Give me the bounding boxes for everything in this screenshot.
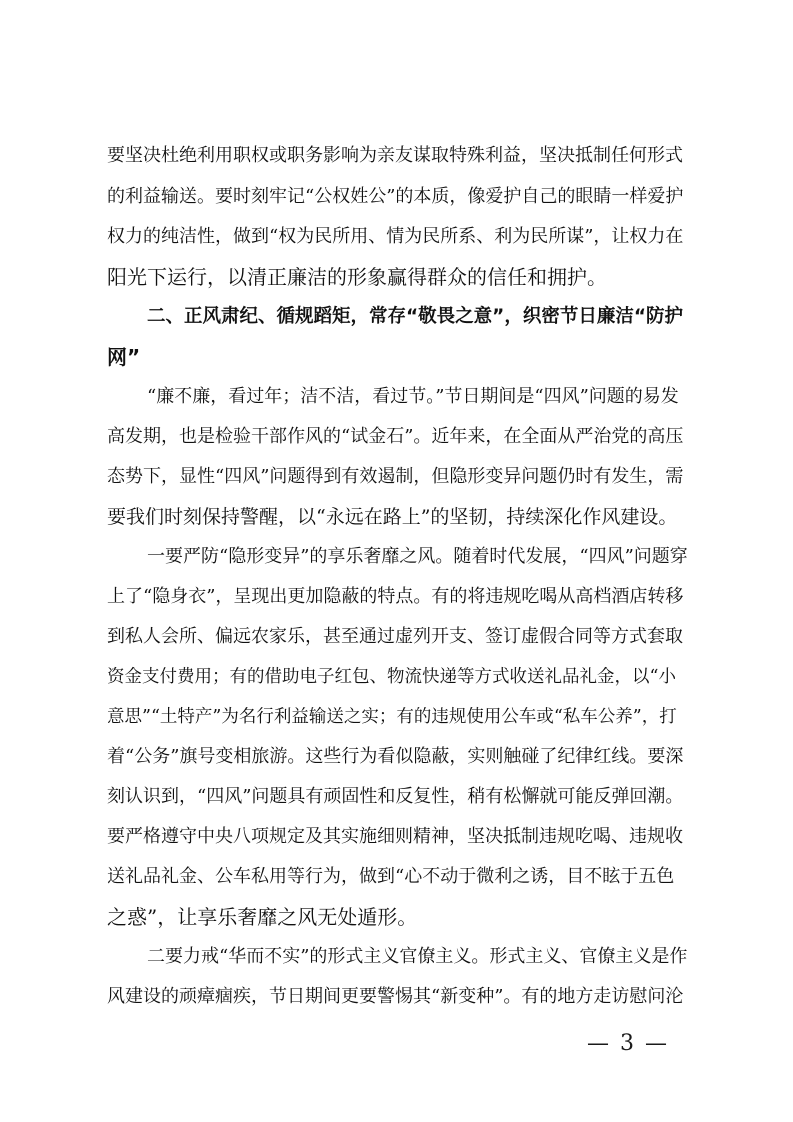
section-heading-line: [0, 341, 793, 373]
line-text: 上了“隐身衣”，呈现出更加隐蔽的特点。有的将违规吃喝从高档酒店转移: [107, 586, 684, 607]
body-line: [0, 981, 793, 1013]
body-line: [0, 541, 793, 573]
body-line: [0, 941, 793, 973]
section-heading-text: 二、正风肃纪、循规蹈矩，常存“敬畏之意”，织密节日廉洁“防护: [147, 306, 683, 327]
line-text: 刻认识到，“四风”问题具有顽固性和反复性，稍有松懈就可能反弹回潮。: [107, 786, 684, 807]
body-line: [0, 381, 793, 413]
body-line: [0, 181, 793, 213]
body-line: [0, 581, 793, 613]
line-text: 要我们时刻保持警醒，以“永远在路上”的坚韧，持续深化作风建设。: [107, 506, 678, 528]
line-text: 资金支付费用；有的借助电子红包、物流快递等方式收送礼品礼金，以“小: [107, 667, 676, 687]
line-text: 权力的纯洁性，做到“权为民所用、情为民所系、利为民所谋”，让权力在: [107, 226, 684, 247]
body-line: [0, 140, 793, 172]
body-line: [0, 861, 793, 893]
line-text: 着“公务”旗号变相旅游。这些行为看似隐蔽，实则触碰了纪律红线。要深: [107, 746, 684, 767]
body-line: [0, 421, 793, 453]
line-text: 意思”“土特产”为名行利益输送之实；有的违规使用公车或“私车公养”，打: [107, 707, 677, 727]
line-text: 的利益输送。要时刻牢记“公权姓公”的本质，像爱护自己的眼睛一样爱护: [107, 186, 684, 207]
body-line: [0, 621, 793, 653]
line-text: 二要力戒“华而不实”的形式主义官僚主义。形式主义、官僚主义是作: [147, 946, 688, 967]
line-text: 要严格遵守中央八项规定及其实施细则精神，坚决抵制违规吃喝、违规收: [107, 826, 683, 847]
body-line: [0, 741, 793, 773]
line-text: 一要严防“隐形变异”的享乐奢靡之风。随着时代发展，“四风”问题穿: [147, 546, 688, 567]
line-text: 阳光下运行，以清正廉洁的形象赢得群众的信任和拥护。: [107, 265, 607, 289]
line-text: 高发期，也是检验干部作风的“试金石”。近年来，在全面从严治党的高压: [107, 426, 684, 447]
line-text: 态势下，显性“四风”问题得到有效遏制，但隐形变异问题仍时有发生，需: [107, 466, 684, 487]
body-line: [0, 501, 793, 533]
line-text: 要坚决杜绝利用职权或职务影响为亲友谋取特殊利益，坚决抵制任何形式: [107, 145, 683, 166]
line-text: 之惑”，让享乐奢靡之风无处遁形。: [107, 905, 418, 929]
page-number: — 3 —: [587, 1031, 669, 1056]
body-line: [0, 781, 793, 813]
line-text: “廉不廉，看过年；洁不洁，看过节。”节日期间是“四风”问题的易发: [147, 386, 679, 407]
body-line: [0, 661, 793, 693]
body-line: [0, 901, 793, 933]
body-line: [0, 701, 793, 733]
line-text: 送礼品礼金、公车私用等行为，做到“心不动于微利之诱，目不眩于五色: [107, 866, 675, 887]
body-line: [0, 461, 793, 493]
body-line: [0, 221, 793, 253]
line-text: 风建设的顽瘴痼疾，节日期间更要警惕其“新变种”。有的地方走访慰问沦: [107, 986, 684, 1007]
line-text: 到私人会所、偏远农家乐，甚至通过虚列开支、签订虚假合同等方式套取: [107, 626, 683, 647]
section-heading-text: 网”: [107, 345, 141, 369]
section-heading-line: [0, 301, 793, 333]
body-line: [0, 821, 793, 853]
body-line: [0, 261, 793, 293]
